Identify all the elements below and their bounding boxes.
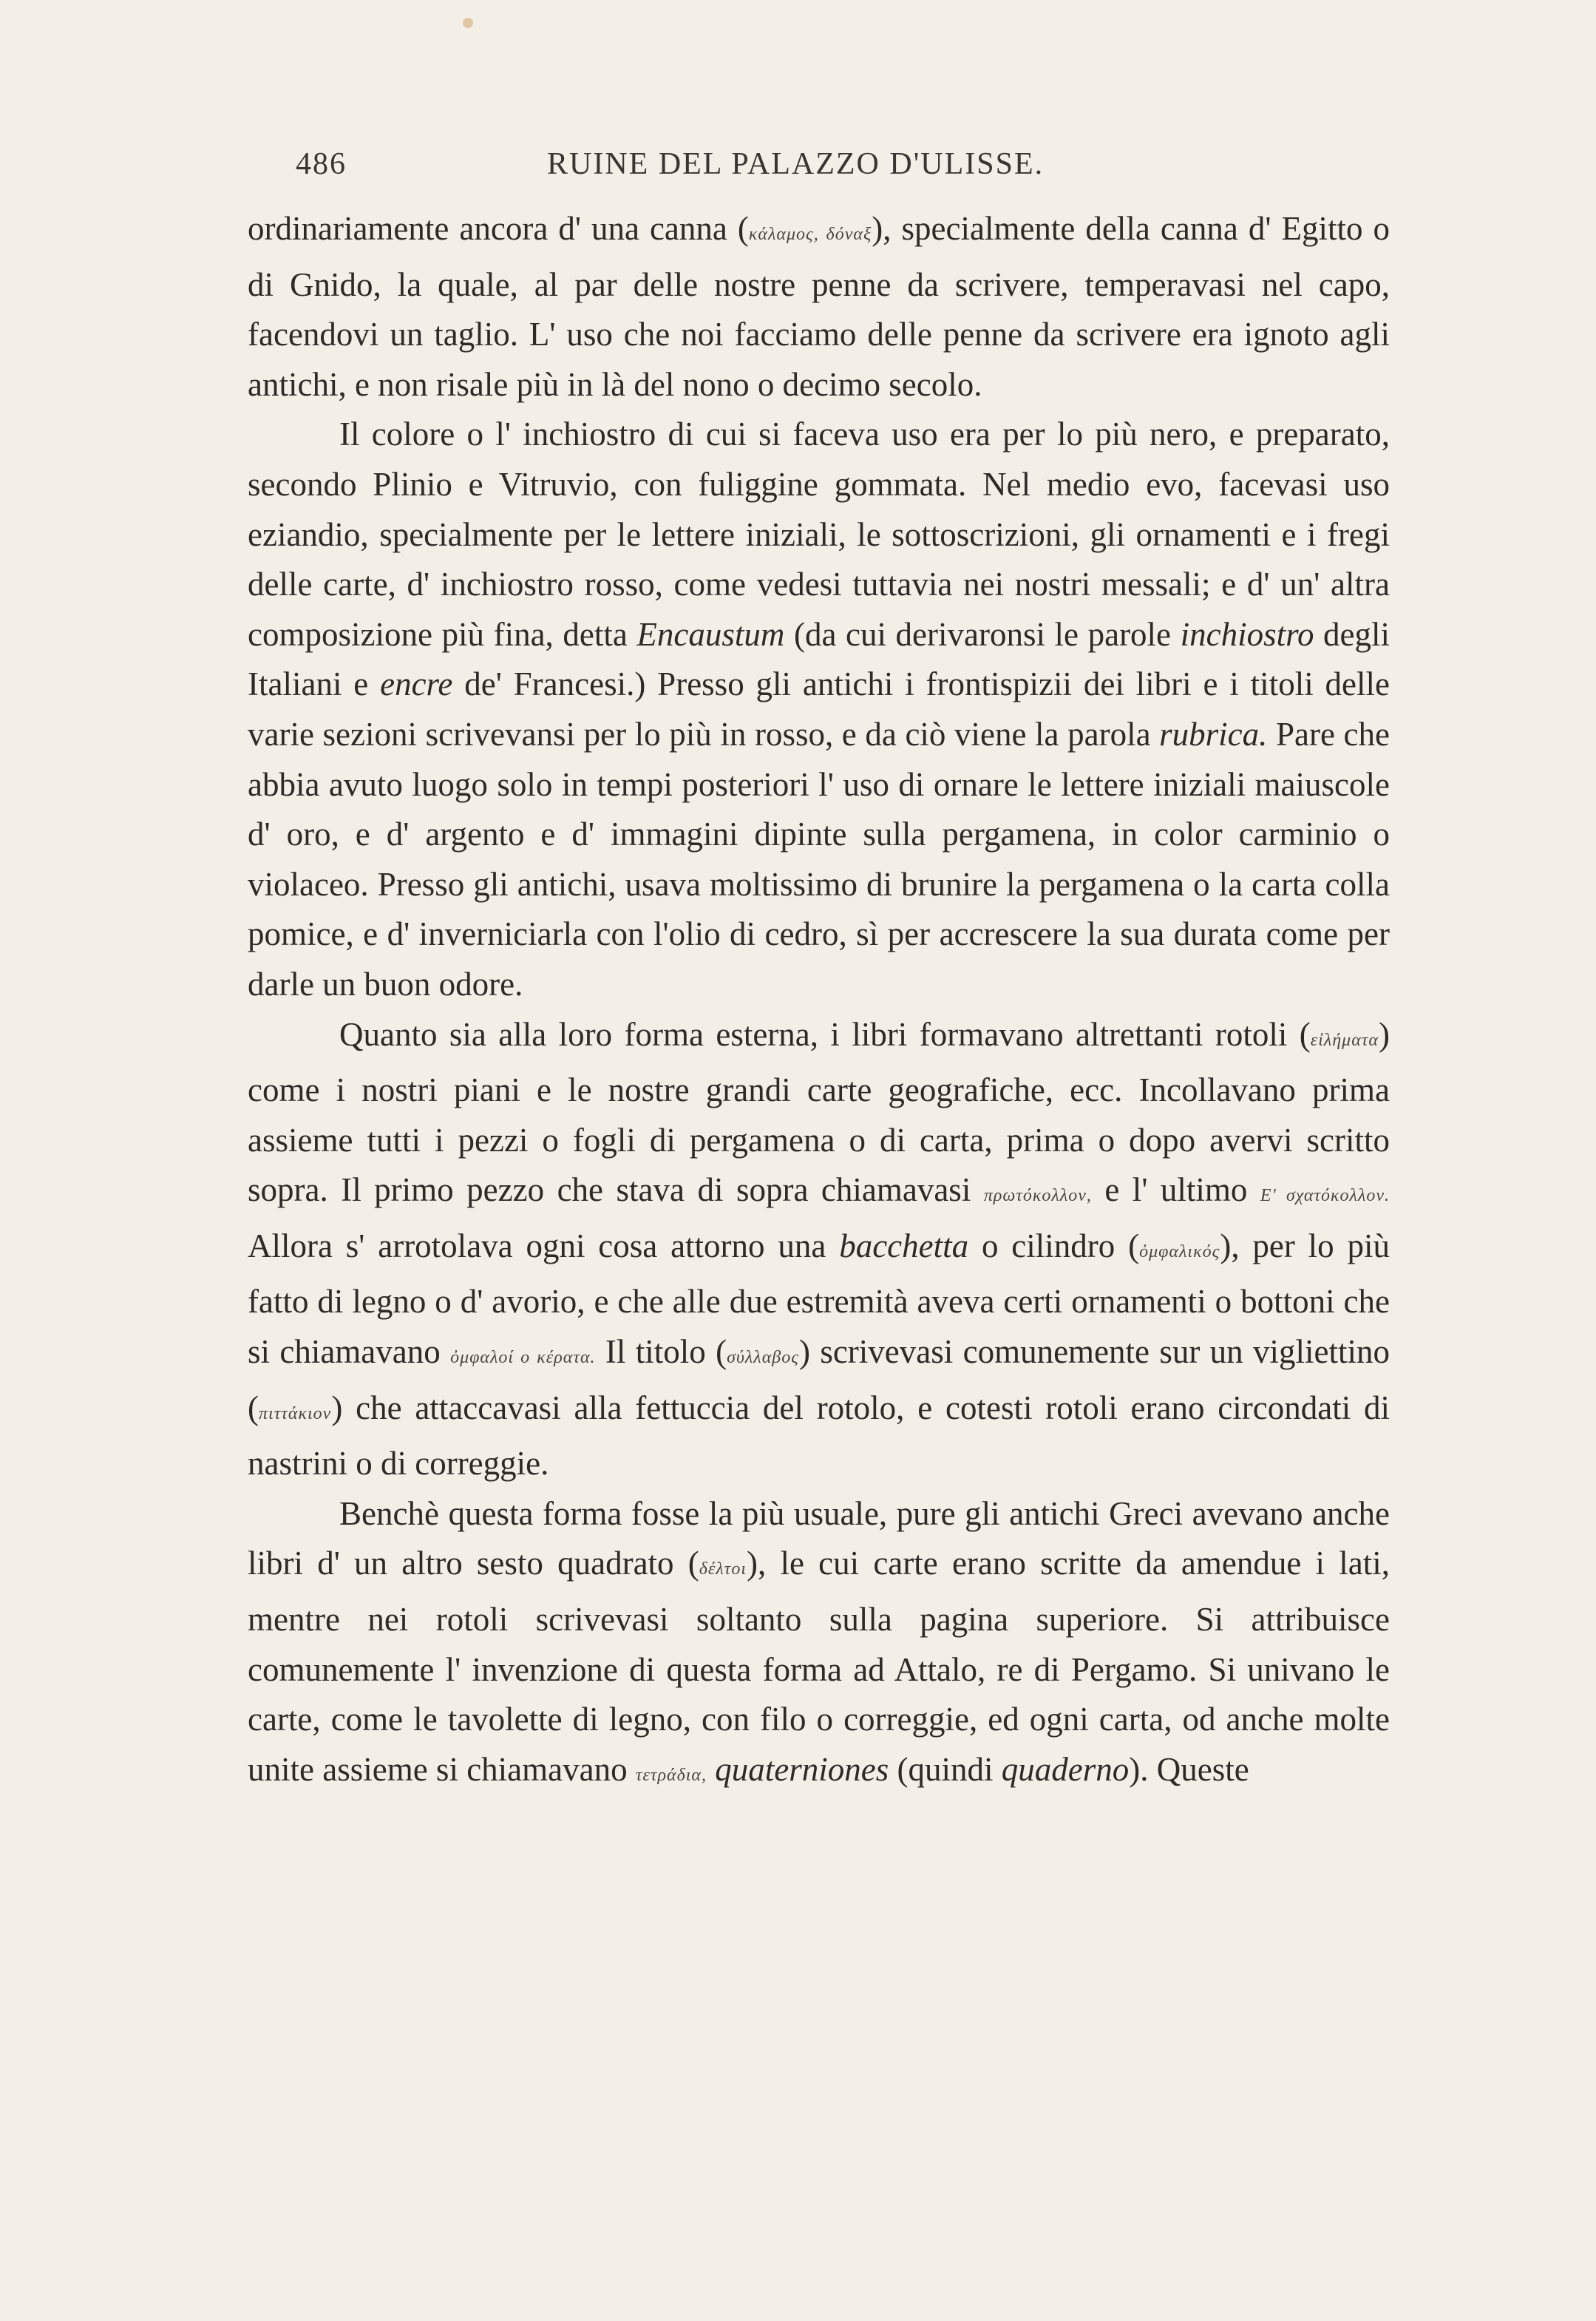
text-run: Allora s' arrotolava ogni cosa attorno una [248, 1227, 840, 1264]
text-run: Pare che abbia avuto luogo solo in tempi posteriori l' uso di ornare le lettere iniziali maiuscole d' oro, e d' argento e d' immagini dipinte sulla pergamena, in color carminio o violaceo. Presso gli antichi, usava moltissimo di brunire la pergamena o la carta colla pomice, e d' inverniciarla con l'olio di cedro, sì per accrescere la sua durata come per darle un buon odore. [248, 715, 1390, 1003]
text-run: de' Francesi.) Presso gli antichi i frontispizii dei libri e i titoli delle varie sezioni scrivevansi per lo più in rosso, e da ciò viene la parola [248, 665, 1390, 753]
text-run: (quindi [889, 1750, 1002, 1788]
text-run [707, 1751, 715, 1788]
italic-term: rubrica. [1159, 715, 1268, 753]
text-run: Benchè questa forma fosse la più usuale, pure gli antichi Greci avevano anche libri d' un altro sesto quadrato ( [248, 1494, 1390, 1582]
text-run: ). Queste [1129, 1750, 1249, 1788]
greek-term: πιττάκιον [259, 1403, 332, 1423]
italic-term: quaderno [1001, 1750, 1130, 1788]
text-run: Quanto sia alla loro forma esterna, i libri formavano altrettanti rotoli ( [339, 1015, 1311, 1053]
text-run: ) che attaccavasi alla fettuccia del rotolo, e cotesti rotoli erano circondati di nastrini o di correggie. [248, 1389, 1390, 1483]
page-number: 486 [296, 147, 347, 181]
paragraph-4 [248, 1489, 1390, 1801]
text-run: o cilindro ( [968, 1227, 1140, 1264]
paragraph-3 [248, 1010, 1390, 1489]
greek-term: τετράδια, [635, 1765, 707, 1785]
italic-term: encre [380, 665, 453, 703]
greek-term: ὀμφαλικός [1139, 1241, 1220, 1261]
paper-stain [463, 18, 473, 28]
italic-term: Encaustum [636, 615, 785, 653]
italic-term: quaterniones [715, 1750, 889, 1788]
greek-term: ὀμφαλοί ο κέρατα. [450, 1348, 596, 1368]
running-title: RUINE DEL PALAZZO D'ULISSE. [547, 147, 1045, 181]
greek-term: πρωτόκολλον, [983, 1186, 1092, 1206]
italic-term: inchiostro [1180, 615, 1314, 653]
text-run: Il colore o l' inchiostro di cui si faceva uso era per lo più nero, e preparato, secondo Plinio e Vitruvio, con fuliggine gommata. Nel medio evo, facevasi uso eziandio, specialmente per le lettere iniziali, le sottoscrizioni, gli ornamenti e i fregi delle carte, d' inchiostro rosso, come vedesi tuttavia nei nostri messali; e d' un' altra composizione più fina, detta [248, 416, 1390, 653]
greek-term: κάλαμος, δόναξ [748, 225, 872, 244]
text-run: ), per lo più fatto di legno o d' avorio, e che alle due estremità aveva certi ornamenti o bottoni che si chiamavano [248, 1227, 1390, 1371]
text-run: (da cui derivaronsi le parole [784, 615, 1181, 653]
greek-term: σύλλαβος [727, 1348, 799, 1368]
page-header [296, 146, 1124, 191]
text-run: ), specialmente della canna d' Egitto o di Gnido, la quale, al par delle nostre penne da scrivere, temperavasi nel capo, facendovi un taglio. L' uso che noi facciamo delle penne da scrivere era ignoto agli antichi, e non risale più in là del nono o decimo secolo. [248, 210, 1390, 403]
text-run: e l' ultimo [1091, 1171, 1260, 1209]
text-run: ) come i nostri piani e le nostre grandi carte geografiche, ecc. Incollavano prima assieme tutti i pezzi o fogli di pergamena o di carta, prima o dopo avervi scritto sopra. Il primo pezzo che stava di sopra chiamavasi [248, 1015, 1390, 1209]
greek-term: εἰλήματα [1310, 1030, 1379, 1050]
italic-term: bacchetta [839, 1227, 969, 1264]
text-run: Il titolo ( [595, 1333, 727, 1371]
text-run: ordinariamente ancora d' una canna ( [248, 210, 749, 247]
greek-term: δέλτοι [699, 1559, 747, 1579]
text-run: degli Italiani e [248, 615, 1390, 703]
text-run: ), le cui carte erano scritte da amendue i lati, mentre nei rotoli scrivevasi soltanto sulla pagina superiore. Si attribuisce comunemente l' invenzione di questa forma ad Attalo, re di Pergamo. Si univano le carte, come le tavolette di legno, con filo o correggie, ed ogni carta, od anche molte unite assieme si chiamavano [248, 1545, 1390, 1788]
body-text [248, 204, 1390, 1800]
paragraph-2 [248, 410, 1390, 1009]
greek-term: Ε' σχατόκολλον. [1260, 1186, 1390, 1206]
paragraph-1 [248, 204, 1390, 410]
text-run: ) scrivevasi comunemente sur un vigliettino ( [248, 1333, 1390, 1426]
